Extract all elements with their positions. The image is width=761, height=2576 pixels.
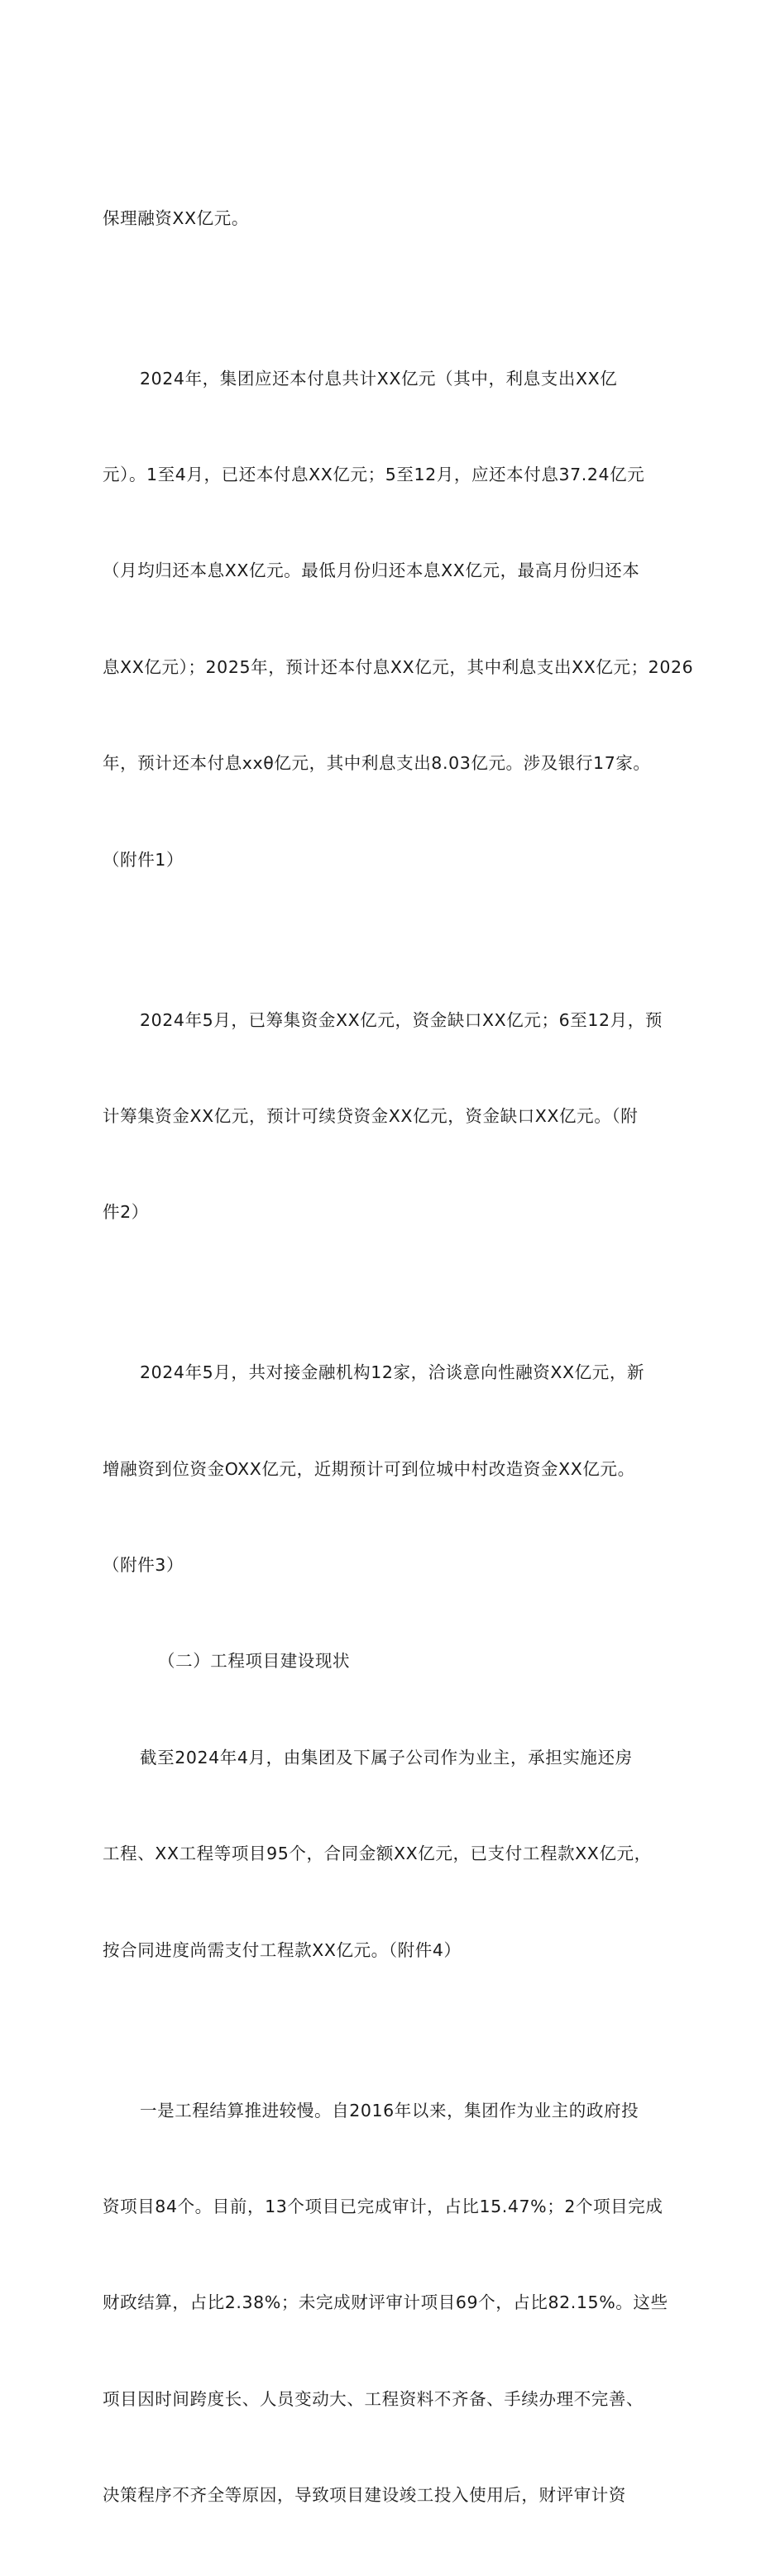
text-line: 2024年，集团应还本付息共计XX亿元（其中，利息支出XX亿 [140, 368, 618, 389]
text-line: 年，预计还本付息xxθ亿元，其中利息支出8.03亿元。涉及银行17家。 [103, 753, 651, 774]
text-line: 按合同进度尚需支付工程款XX亿元。（附件4） [103, 1939, 462, 1960]
paragraph-financing [103, 1293, 677, 1646]
text-line: 财政结算，占比2.38%；未完成财评审计项目69个，占比82.15%。这些 [103, 2292, 668, 2313]
text-line: 一是工程结算推进较慢。自2016年以来，集团作为业主的政府投 [140, 2100, 639, 2120]
text-line: 工程、XX工程等项目95个，合同金额XX亿元，已支付工程款XX亿元， [103, 1844, 652, 1864]
text-line: 决策程序不齐全等原因，导致项目建设竣工投入使用后，财评审计资 [103, 2485, 626, 2506]
paragraph-debt-repayment [103, 298, 694, 940]
text-line: 2024年5月，共对接金融机构12家，洽谈意向性融资XX亿元，新 [140, 1362, 645, 1383]
text-line: （月均归还本息XX亿元。最低月份归还本息XX亿元，最高月份归还本 [103, 561, 640, 581]
section-heading: （二）工程项目建设现状 [158, 1651, 351, 1672]
text-line: 资项目84个。目前，13个项目已完成审计，占比15.47%；2个项目完成 [103, 2197, 663, 2216]
text-line: 保理融资XX亿元。 [103, 208, 249, 228]
text-line: 息XX亿元）；2025年，预计还本付息XX亿元，其中利息支出XX亿元；2026 [103, 656, 694, 677]
text-line: 计筹集资金XX亿元，预计可续贷资金XX亿元，资金缺口XX亿元。（附 [103, 1105, 639, 1126]
text-line: （附件1） [103, 849, 184, 870]
text-line: 截至2024年4月，由集团及下属子公司作为业主，承担实施还房 [140, 1747, 633, 1767]
paragraph-fund-raising [103, 940, 677, 1293]
text-line: 增融资到位资金OXX亿元，近期预计可到位城中村改造资金XX亿元。 [103, 1458, 635, 1479]
paragraph-continuation [103, 138, 677, 298]
text-line: 件2） [103, 1202, 149, 1223]
document-body [103, 138, 694, 2576]
paragraph-settlement [103, 2030, 677, 2576]
text-line: 项目因时间跨度长、人员变动大、工程资料不齐备、手续办理不完善、 [103, 2388, 644, 2409]
text-line: （附件3） [103, 1555, 184, 1576]
paragraph-project-status [103, 1677, 677, 2030]
text-line: 2024年5月，已筹集资金XX亿元，资金缺口XX亿元；6至12月，预 [140, 1009, 663, 1030]
text-line: 元）。1至4月，已还本付息XX亿元；5至12月，应还本付息37.24亿元 [103, 464, 645, 484]
